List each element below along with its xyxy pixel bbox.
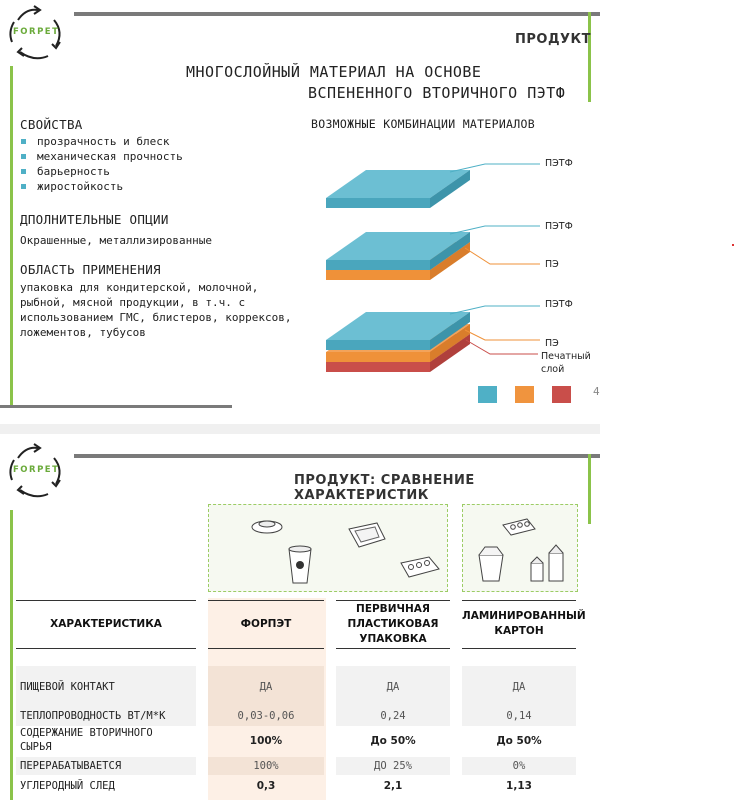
cell-plastic: 2,1 xyxy=(383,780,403,792)
header-rule xyxy=(16,600,196,601)
header-rule xyxy=(208,600,324,601)
header-line: КАРТОН xyxy=(494,625,544,637)
header-line: УПАКОВКА xyxy=(359,633,427,645)
pe-layer-front xyxy=(326,270,430,280)
column-header-characteristic: ХАРАКТЕРИСТИКА xyxy=(50,618,162,630)
layer-label: ПЭТФ xyxy=(545,158,573,169)
cell-plastic: ДА xyxy=(386,681,400,693)
milk-carton-icon xyxy=(531,545,563,581)
applications-line: упаковка для кондитерской, молочной, xyxy=(20,281,259,294)
cell-plastic: ДО 25% xyxy=(374,760,412,772)
forpet-logo xyxy=(4,2,68,66)
row-label-line: СЫРЬЯ xyxy=(20,741,52,753)
cell-carton: До 50% xyxy=(496,735,542,747)
cell-plastic: 0,24 xyxy=(380,710,406,722)
header-line: ЛАМИНИРОВАННЫЙ xyxy=(462,610,586,622)
cell-forpet: 0,3 xyxy=(256,780,276,792)
cell-forpet: 100% xyxy=(253,760,279,772)
forpet-logo xyxy=(4,440,68,504)
legend-swatch-petf xyxy=(478,386,497,403)
header-line: ПЛАСТИКОВАЯ xyxy=(347,618,439,630)
food-tray-icon xyxy=(349,523,385,547)
pe-layer-front xyxy=(326,352,430,362)
page-title-line1: МНОГОСЛОЙНЫЙ МАТЕРИАЛ НА ОСНОВЕ xyxy=(186,63,482,81)
layer-label: ПЭ xyxy=(545,338,559,349)
column-header-carton xyxy=(462,609,586,639)
bottom-rule xyxy=(0,405,232,408)
options-text: Окрашенные, металлизированные xyxy=(20,234,213,247)
list-item: механическая прочность xyxy=(20,149,183,164)
row-label-line: СОДЕРЖАНИЕ ВТОРИЧНОГО xyxy=(20,727,153,739)
paper-cup-icon xyxy=(289,546,311,583)
layer-label: ПЭТФ xyxy=(545,299,573,310)
header-line: ПЕРВИЧНАЯ xyxy=(356,603,430,615)
right-accent-bar xyxy=(588,12,591,102)
egg-carton-icon xyxy=(503,519,535,535)
top-rule xyxy=(74,12,600,16)
leader-line xyxy=(466,340,538,354)
list-item: жиростойкость xyxy=(20,179,183,194)
properties-list xyxy=(20,134,183,194)
cell-carton: 0,14 xyxy=(506,710,532,722)
row-label-carbon-footprint: УГЛЕРОДНЫЙ СЛЕД xyxy=(20,780,115,792)
header-rule xyxy=(462,600,576,601)
leader-line xyxy=(465,248,540,264)
petf-layer-front xyxy=(326,198,430,208)
header-rule xyxy=(208,648,324,649)
cell-plastic: До 50% xyxy=(370,735,416,747)
header-rule xyxy=(336,600,450,601)
applications-line: использованием ГМС, блистеров, коррексов, xyxy=(20,311,292,324)
row-label-recyclable: ПЕРЕРАБАТЫВАЕТСЯ xyxy=(20,760,122,772)
layer-label: ПЭТФ xyxy=(545,221,573,232)
column-header-forpet: ФОРПЭТ xyxy=(240,618,292,630)
cell-forpet: 0,03-0,06 xyxy=(237,710,295,722)
slide-product-material xyxy=(0,0,600,420)
row-label-recycled-content xyxy=(20,726,153,754)
combinations-heading: ВОЗМОЖНЫЕ КОМБИНАЦИИ МАТЕРИАЛОВ xyxy=(311,117,535,131)
top-rule xyxy=(74,454,600,458)
combo-2-stack xyxy=(326,226,540,280)
left-accent-bar xyxy=(10,66,13,408)
list-item: барьерность xyxy=(20,164,183,179)
layer-label: ПЭ xyxy=(545,259,559,270)
legend-swatch-pe xyxy=(515,386,534,403)
logo-text: FORPET xyxy=(13,27,60,37)
list-item: прозрачность и блеск xyxy=(20,134,183,149)
row-label-food-contact: ПИЩЕВОЙ КОНТАКТ xyxy=(20,681,115,693)
applications-line: ложементов, тубусов xyxy=(20,326,146,339)
layer-label: слой xyxy=(541,364,565,375)
slide-product-comparison xyxy=(0,434,600,800)
cell-carton: 0% xyxy=(512,760,526,772)
leader-line xyxy=(465,330,540,340)
takeaway-box-icon xyxy=(479,547,503,581)
layer-label: Печатный xyxy=(541,351,591,362)
section-tag: ПРОДУКТ: СРАВНЕНИЕ ХАРАКТЕРИСТИК xyxy=(294,473,475,503)
legend-swatch-print xyxy=(552,386,571,403)
cell-forpet: 100% xyxy=(249,735,283,747)
slide-gap xyxy=(0,424,600,434)
combo-3-stack xyxy=(326,306,540,372)
page-title-line2: ВСПЕНЕННОГО ВТОРИЧНОГО ПЭТФ xyxy=(308,84,566,102)
section-tag: ПРОДУКТ xyxy=(515,32,592,47)
applications-heading: ОБЛАСТЬ ПРИМЕНЕНИЯ xyxy=(20,262,161,277)
properties-heading: СВОЙСТВА xyxy=(20,117,83,132)
cell-forpet: ДА xyxy=(259,681,273,693)
carton-products-image xyxy=(462,504,578,592)
page-number: 4 xyxy=(593,385,600,398)
petf-layer-front xyxy=(326,340,430,350)
cup-lid-icon xyxy=(252,521,282,533)
cell-carton: 1,13 xyxy=(506,780,532,792)
left-accent-bar xyxy=(10,510,13,800)
print-layer-front xyxy=(326,362,430,372)
egg-carton-icon xyxy=(401,557,439,577)
column-header-plastic xyxy=(336,602,450,647)
header-rule xyxy=(336,648,450,649)
stray-dot xyxy=(732,244,734,246)
header-rule xyxy=(462,648,576,649)
row-label-thermal-conductivity: ТЕПЛОПРОВОДНОСТЬ ВТ/М*К xyxy=(20,710,166,722)
forpet-products-image xyxy=(208,504,448,592)
petf-layer-front xyxy=(326,260,430,270)
cell-carton: ДА xyxy=(512,681,526,693)
header-rule xyxy=(16,648,196,649)
applications-line: рыбной, мясной продукции, в т.ч. с xyxy=(20,296,246,309)
combo-1-stack xyxy=(326,164,540,208)
options-heading: ДПОЛНИТЕЛЬНЫЕ ОПЦИИ xyxy=(20,212,169,227)
logo-text: FORPET xyxy=(13,465,60,475)
